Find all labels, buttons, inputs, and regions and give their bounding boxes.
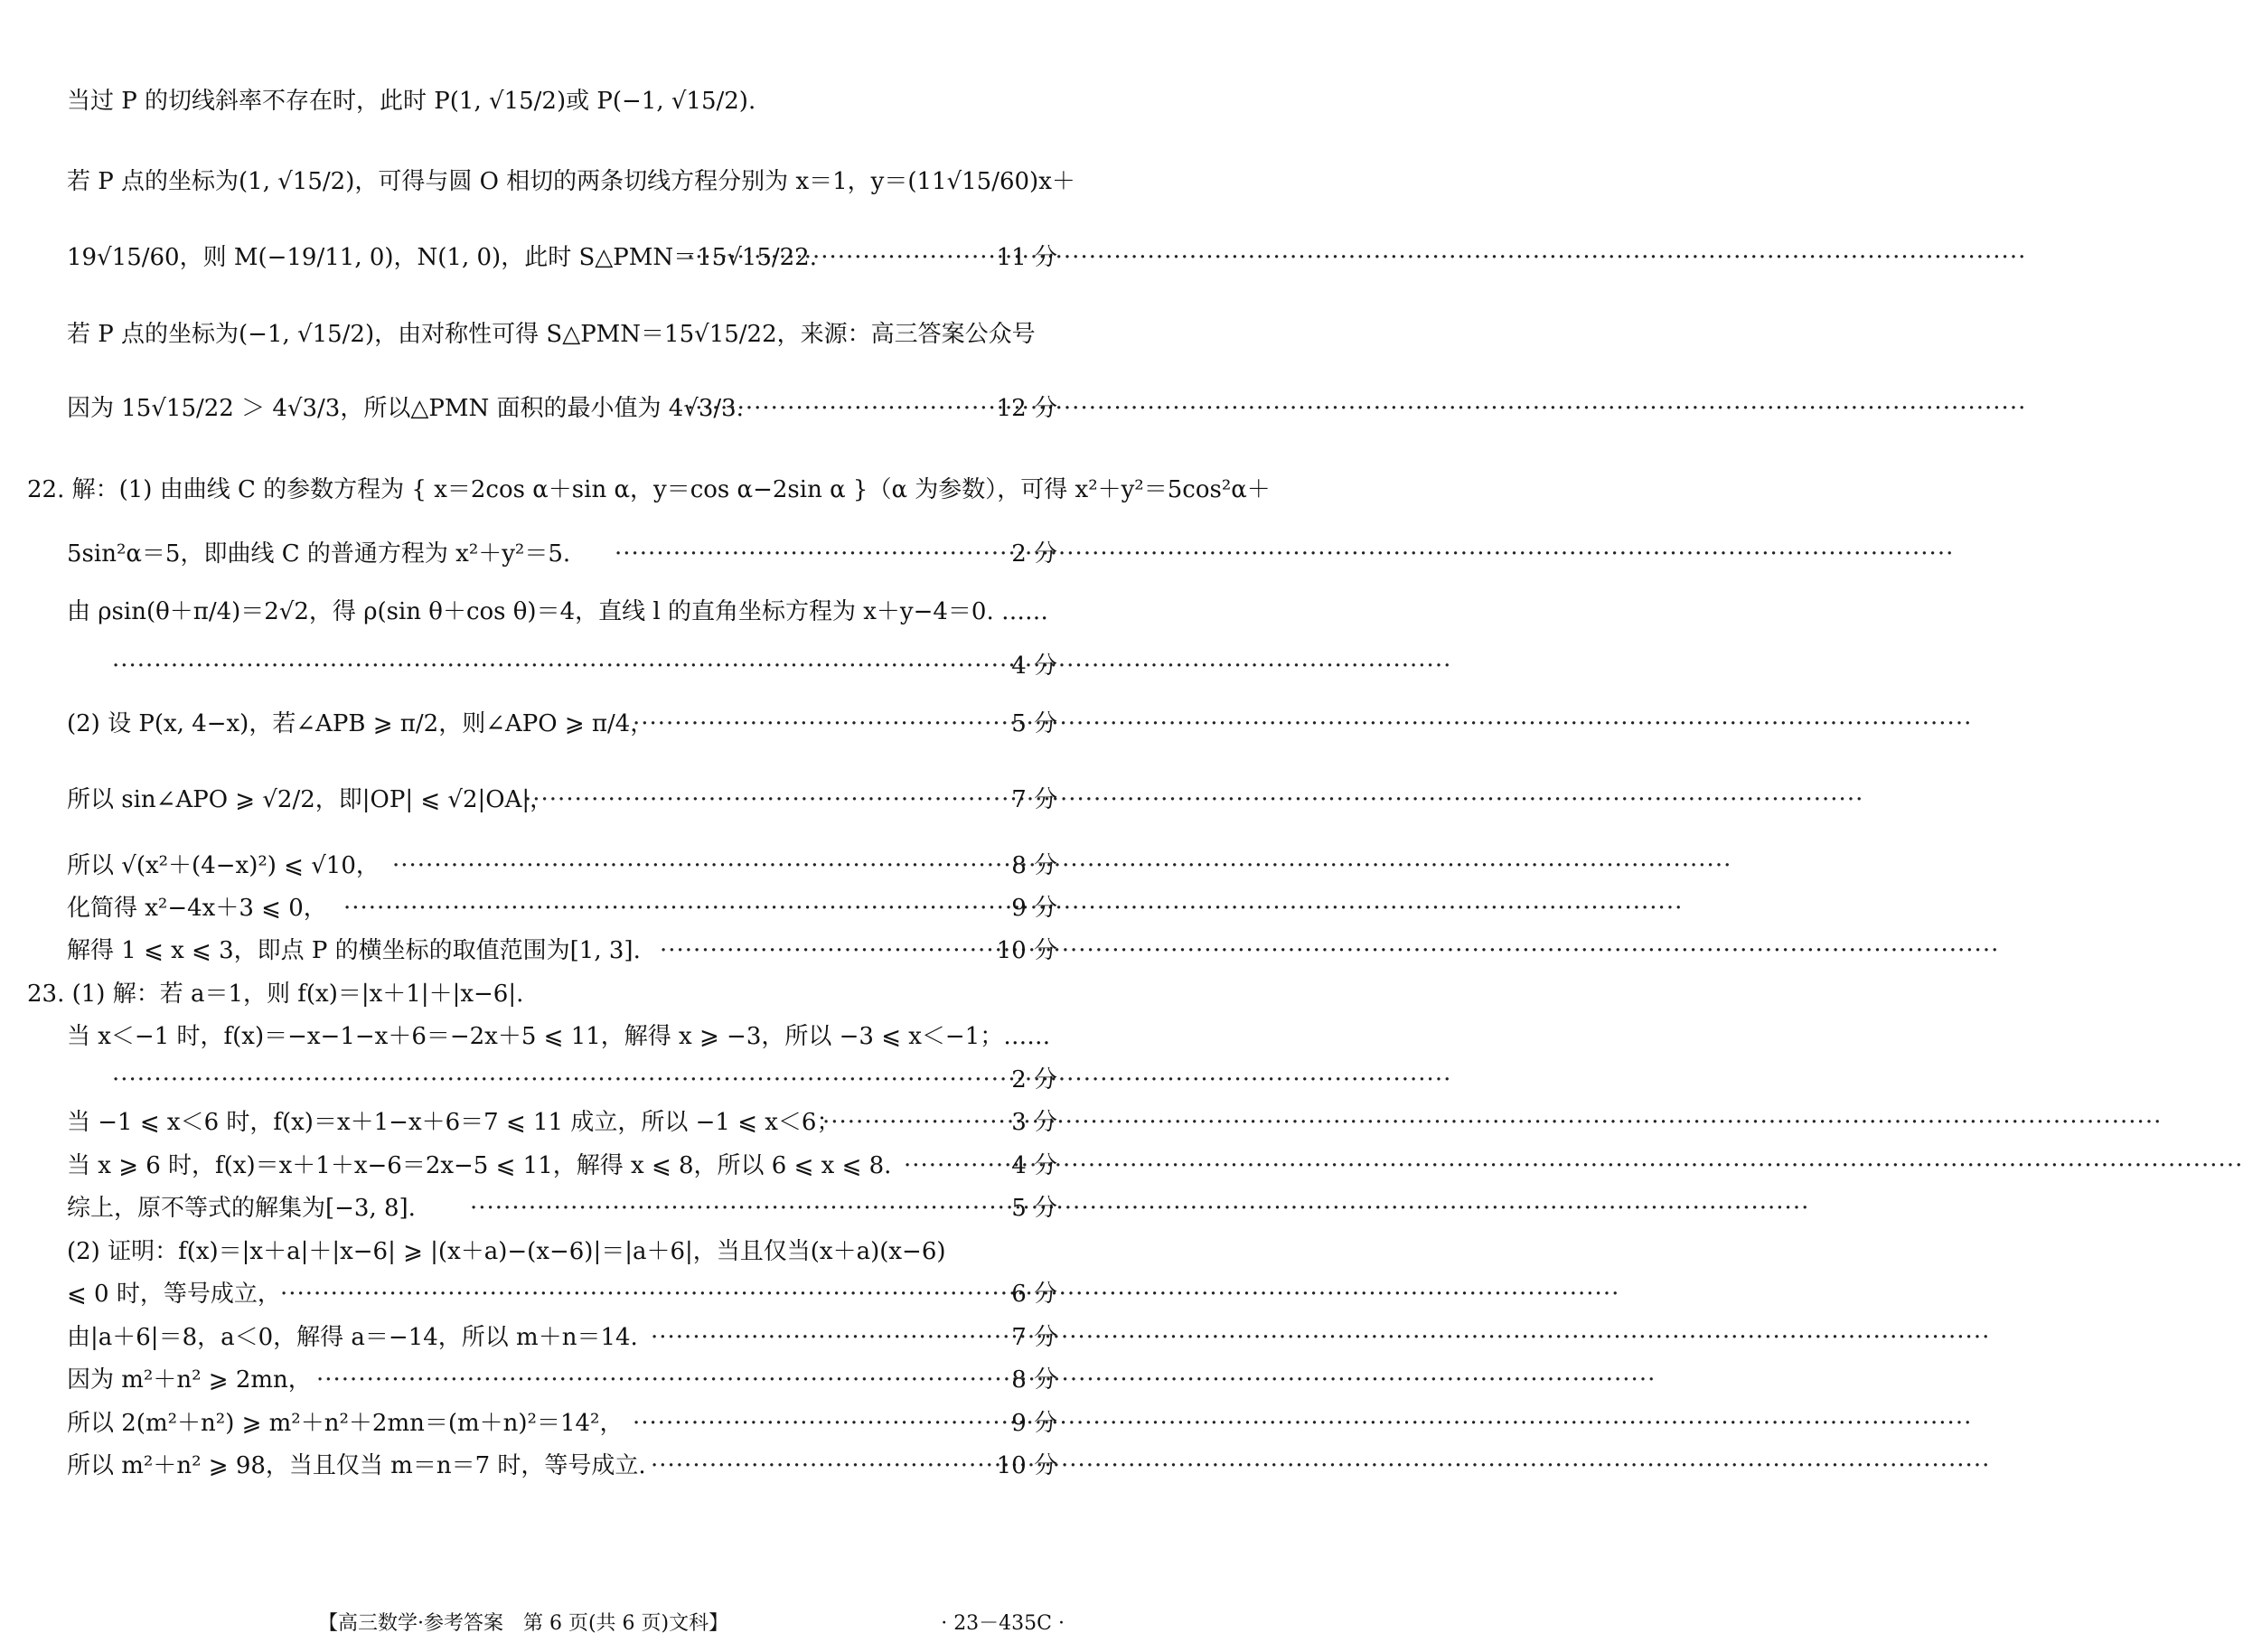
- score-label: 11 分: [996, 244, 1057, 271]
- leader-dots: [615, 540, 985, 568]
- leader-dots: [112, 1066, 998, 1094]
- answer-line: [0, 168, 1084, 195]
- score-label: 2 分: [1011, 1066, 1057, 1094]
- leader-dots: [280, 1281, 1003, 1308]
- score-label: 8 分: [1011, 1366, 1057, 1394]
- leader-dots: [633, 1410, 1003, 1437]
- line-text: 因为 15√15/22 ＞ 4√3/3，所以△PMN 面积的最小值为 4√3/3.: [67, 395, 744, 422]
- footer-left: 【高三数学·参考答案 第 6 页(共 6 页)文科】: [318, 1612, 729, 1635]
- answer-line: [0, 1152, 1084, 1179]
- answer-line: [0, 321, 1084, 348]
- line-text: 由 ρsin(θ＋π/4)＝2√2，得 ρ(sin θ＋cos θ)＝4，直线 l 的直角坐标方程为 x＋y−4＝0. ……: [67, 598, 1048, 625]
- answer-line: [0, 1109, 1084, 1136]
- line-text: 22. 解：(1) 由曲线 C 的参数方程为 { x＝2cos α＋sin α，y＝cos α−2sin α }（α 为参数），可得 x²＋y²＝5cos²α＋: [27, 476, 1271, 503]
- answer-line: [0, 1238, 1084, 1265]
- leader-dots: [687, 244, 985, 271]
- answer-line: [0, 540, 1084, 568]
- line-text: 解得 1 ⩽ x ⩽ 3，即点 P 的横坐标的取值范围为[1, 3].: [67, 937, 641, 964]
- leader-dots: [822, 1109, 1003, 1136]
- line-text: 所以 2(m²＋n²) ⩾ m²＋n²＋2mn＝(m＋n)²＝14²，: [67, 1410, 624, 1437]
- answer-line: [0, 1324, 1084, 1351]
- line-text: 当 −1 ⩽ x＜6 时，f(x)＝x＋1−x＋6＝7 ⩽ 11 成立，所以 −1 ⩽ x＜6；: [67, 1109, 840, 1136]
- score-label: 10 分: [996, 1452, 1057, 1479]
- footer-right: · 23－435C ·: [941, 1612, 1065, 1635]
- line-text: 所以 sin∠APO ⩾ √2/2，即|OP| ⩽ √2|OA|，: [67, 786, 554, 813]
- answer-line: [0, 1195, 1084, 1222]
- line-text: 因为 m²＋n² ⩾ 2mn，: [67, 1366, 312, 1394]
- score-label: 6 分: [1011, 1281, 1057, 1308]
- line-text: 综上，原不等式的解集为[−3, 8].: [67, 1195, 416, 1222]
- score-label: 2 分: [1011, 540, 1057, 568]
- answer-line: [0, 88, 1084, 115]
- leader-dots: [660, 937, 994, 964]
- line-text: 19√15/60，则 M(−19/11, 0)，N(1, 0)，此时 S△PMN＝15√15/22.: [67, 244, 817, 271]
- answer-line: [0, 395, 1084, 422]
- answer-line: [0, 1066, 1084, 1094]
- answer-line: [0, 652, 1084, 680]
- score-label: 4 分: [1011, 1152, 1057, 1179]
- line-text: 若 P 点的坐标为(−1, √15/2)，由对称性可得 S△PMN＝15√15/22，来源：高三答案公众号: [67, 321, 1036, 348]
- score-label: 9 分: [1011, 1410, 1057, 1437]
- line-text: ⩽ 0 时，等号成立，: [67, 1281, 281, 1308]
- leader-dots: [651, 1324, 1003, 1351]
- line-text: 5sin²α＝5，即曲线 C 的普通方程为 x²＋y²＝5.: [67, 540, 571, 568]
- leader-dots: [343, 895, 1003, 922]
- line-text: 化简得 x²−4x＋3 ⩽ 0，: [67, 895, 327, 922]
- answer-line: [0, 1452, 1084, 1479]
- line-text: (2) 设 P(x, 4−x)，若∠APB ⩾ π/2，则∠APO ⩾ π/4，: [67, 710, 654, 737]
- leader-dots: [904, 1152, 1003, 1179]
- score-label: 12 分: [996, 395, 1057, 422]
- score-label: 4 分: [1011, 652, 1057, 680]
- leader-dots: [392, 852, 1003, 879]
- leader-dots: [112, 652, 998, 680]
- answer-line: [0, 786, 1084, 813]
- line-text: 由|a＋6|＝8，a＜0，解得 a＝−14，所以 m＋n＝14.: [67, 1324, 638, 1351]
- score-label: 7 分: [1011, 786, 1057, 813]
- score-label: 10 分: [996, 937, 1057, 964]
- answer-line: [0, 598, 1084, 625]
- leader-dots: [524, 786, 1003, 813]
- answer-line: [0, 981, 1084, 1008]
- line-text: 23. (1) 解：若 a＝1，则 f(x)＝|x＋1|＋|x−6|.: [27, 981, 524, 1008]
- line-text: 所以 √(x²＋(4−x)²) ⩽ √10，: [67, 852, 380, 879]
- answer-line: [0, 710, 1084, 737]
- line-text: 若 P 点的坐标为(1, √15/2)，可得与圆 O 相切的两条切线方程分别为 x＝1，y＝(11√15/60)x＋: [67, 168, 1075, 195]
- answer-line: [0, 1281, 1084, 1308]
- leader-dots: [633, 710, 1003, 737]
- line-text: 当 x ⩾ 6 时，f(x)＝x＋1＋x−6＝2x−5 ⩽ 11，解得 x ⩽ 8，所以 6 ⩽ x ⩽ 8.: [67, 1152, 892, 1179]
- answer-line: [0, 937, 1084, 964]
- score-label: 5 分: [1011, 710, 1057, 737]
- score-label: 7 分: [1011, 1324, 1057, 1351]
- line-text: (2) 证明：f(x)＝|x＋a|＋|x−6| ⩾ |(x＋a)−(x−6)|＝|a＋6|，当且仅当(x＋a)(x−6): [67, 1238, 946, 1265]
- score-label: 9 分: [1011, 895, 1057, 922]
- answer-line: [0, 1366, 1084, 1394]
- score-label: 3 分: [1011, 1109, 1057, 1136]
- leader-dots: [687, 395, 985, 422]
- score-label: 5 分: [1011, 1195, 1057, 1222]
- leader-dots: [470, 1195, 1003, 1222]
- answer-line: [0, 852, 1084, 879]
- leader-dots: [651, 1452, 1003, 1479]
- answer-line: [0, 1410, 1084, 1437]
- answer-line: [0, 244, 1084, 271]
- answer-line: [0, 1023, 1084, 1050]
- line-text: 所以 m²＋n² ⩾ 98，当且仅当 m＝n＝7 时，等号成立.: [67, 1452, 646, 1479]
- line-text: 当 x＜−1 时，f(x)＝−x−1−x＋6＝−2x＋5 ⩽ 11，解得 x ⩾ −3，所以 −3 ⩽ x＜−1；……: [67, 1023, 1051, 1050]
- answer-line: [0, 476, 1271, 503]
- leader-dots: [316, 1366, 1003, 1394]
- line-text: 当过 P 的切线斜率不存在时，此时 P(1, √15/2)或 P(−1, √15/2).: [67, 88, 756, 115]
- score-label: 8 分: [1011, 852, 1057, 879]
- answer-line: [0, 895, 1084, 922]
